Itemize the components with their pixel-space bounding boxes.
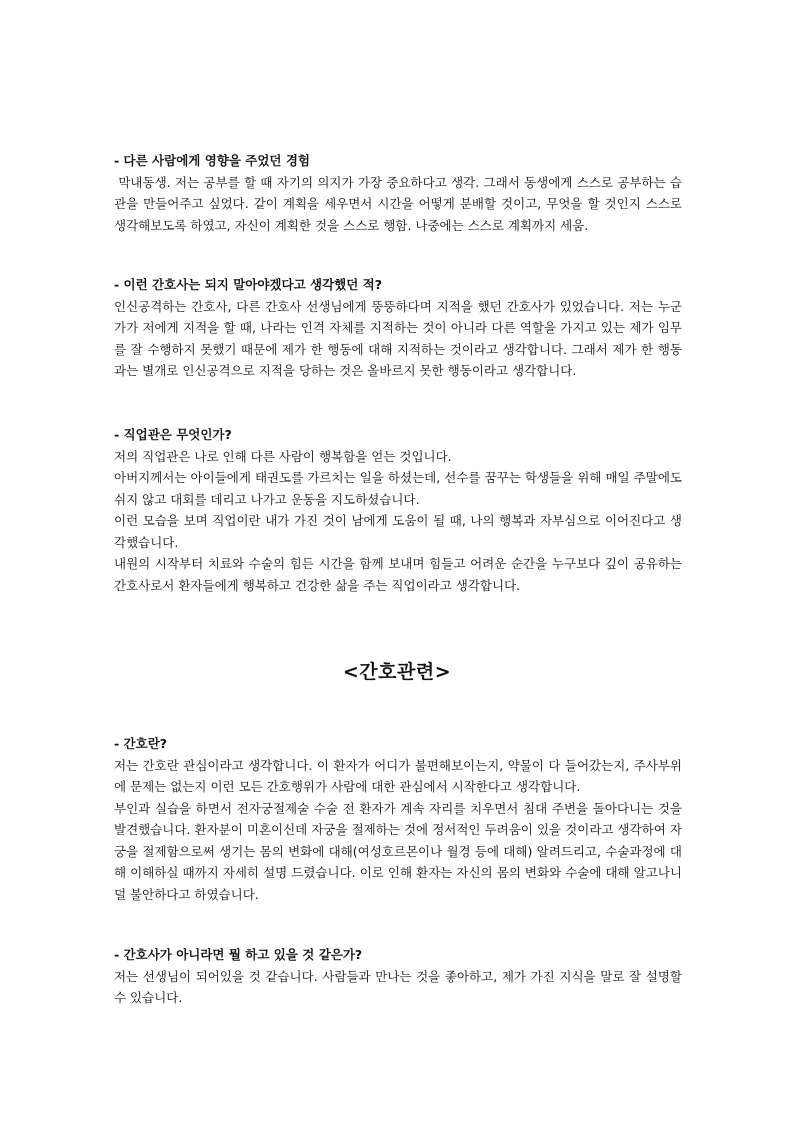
question-title: - 이런 간호사는 되지 말아야겠다고 생각했던 적? <box>114 277 382 292</box>
question-title: - 간호란? <box>114 736 168 751</box>
answer-paragraph: 아버지께서는 아이들에게 태권도를 가르치는 일을 하셨는데, 선수를 꿈꾸는 학생들을 위해 매일 주말에도 쉬지 않고 대회를 데리고 나가고 운동을 지도하셨습니다. <box>114 470 682 507</box>
qa-work-values <box>114 424 682 596</box>
question-title: - 직업관은 무엇인가? <box>114 427 232 442</box>
answer-paragraph: 내원의 시작부터 치료와 수술의 힘든 시간을 함께 보내며 힘들고 어려운 순간을 누구보다 깊이 공유하는 간호사로서 환자들에게 행복하고 건강한 삶을 주는 직업이라고 생각합니다. <box>114 556 682 593</box>
answer-paragraph: 막내동생. 저는 공부를 할 때 자기의 의지가 가장 중요하다고 생각. 그래서 동생에게 스스로 공부하는 습관을 만들어주고 싶었다. 같이 계획을 세우면서 시간을 어떻게 분배할 것이고, 무엇을 할 것인지 스스로 생각해보도록 하였고, 자신이 계획한 것을 스스로 행함. 나중에는 스스로 계획까지 세움. <box>114 174 686 233</box>
answer-paragraph: 저의 직업관은 나로 인해 다른 사람이 행복함을 얻는 것입니다. <box>114 448 452 464</box>
qa-influence-experience <box>114 150 686 236</box>
question-title: - 다른 사람에게 영향을 주었던 경험 <box>114 153 310 168</box>
qa-nurse-to-avoid <box>114 274 682 382</box>
answer-paragraph: 저는 간호란 관심이라고 생각합니다. 이 환자가 어디가 불편해보이는지, 약물이 다 들어갔는지, 주사부위에 문제는 없는지 이런 모든 간호행위가 사람에 대한 관심에서 시작한다고 생각합니다. <box>114 757 682 794</box>
answer-paragraph: 저는 선생님이 되어있을 것 같습니다. 사람들과 만나는 것을 좋아하고, 제가 가진 지식을 말로 잘 설명할 수 있습니다. <box>114 968 682 1005</box>
answer-paragraph: 이런 모습을 보며 직업이란 내가 가진 것이 남에게 도움이 될 때, 나의 행복과 자부심으로 이어진다고 생각했습니다. <box>114 513 682 550</box>
answer-paragraph: 부인과 실습을 하면서 전자궁절제술 수술 전 환자가 계속 자리를 치우면서 침대 주변을 돌아다니는 것을 발견했습니다. 환자분이 미혼이신데 자궁을 절제하는 것에 정서적인 두려움이 있을 것이라고 생각하여 자궁을 절제함으로써 생기는 몸의 변화에 대해(여성호르몬이나 월경 등에 대해) 알려드리고, 수술과정에 대해 이해하실 때까지 자세히 설명 드렸습니다. 이로 인해 환자는 자신의 몸의 변화와 수술에 대해 알고나니 덜 불안하다고 하였습니다. <box>114 800 682 902</box>
answer-paragraph: 인신공격하는 간호사, 다른 간호사 선생님에게 뚱뚱하다며 지적을 했던 간호사가 있었습니다. 저는 누군가가 저에게 지적을 할 때, 나라는 인격 자체를 지적하는 것이 아니라 다른 역할을 가지고 있는 제가 임무를 잘 수행하지 못했기 때문에 제가 한 행동에 대해 지적하는 것이라고 생각합니다. 그래서 제가 한 행동과는 별개로 인신공격으로 지적을 당하는 것은 올바르지 못한 행동이라고 생각합니다. <box>114 298 682 378</box>
section-heading: <간호관련> <box>342 661 452 683</box>
question-title: - 간호사가 아니라면 뭘 하고 있을 것 같은가? <box>114 947 363 962</box>
qa-alternative-career <box>114 944 682 1009</box>
qa-what-is-nursing <box>114 733 682 905</box>
